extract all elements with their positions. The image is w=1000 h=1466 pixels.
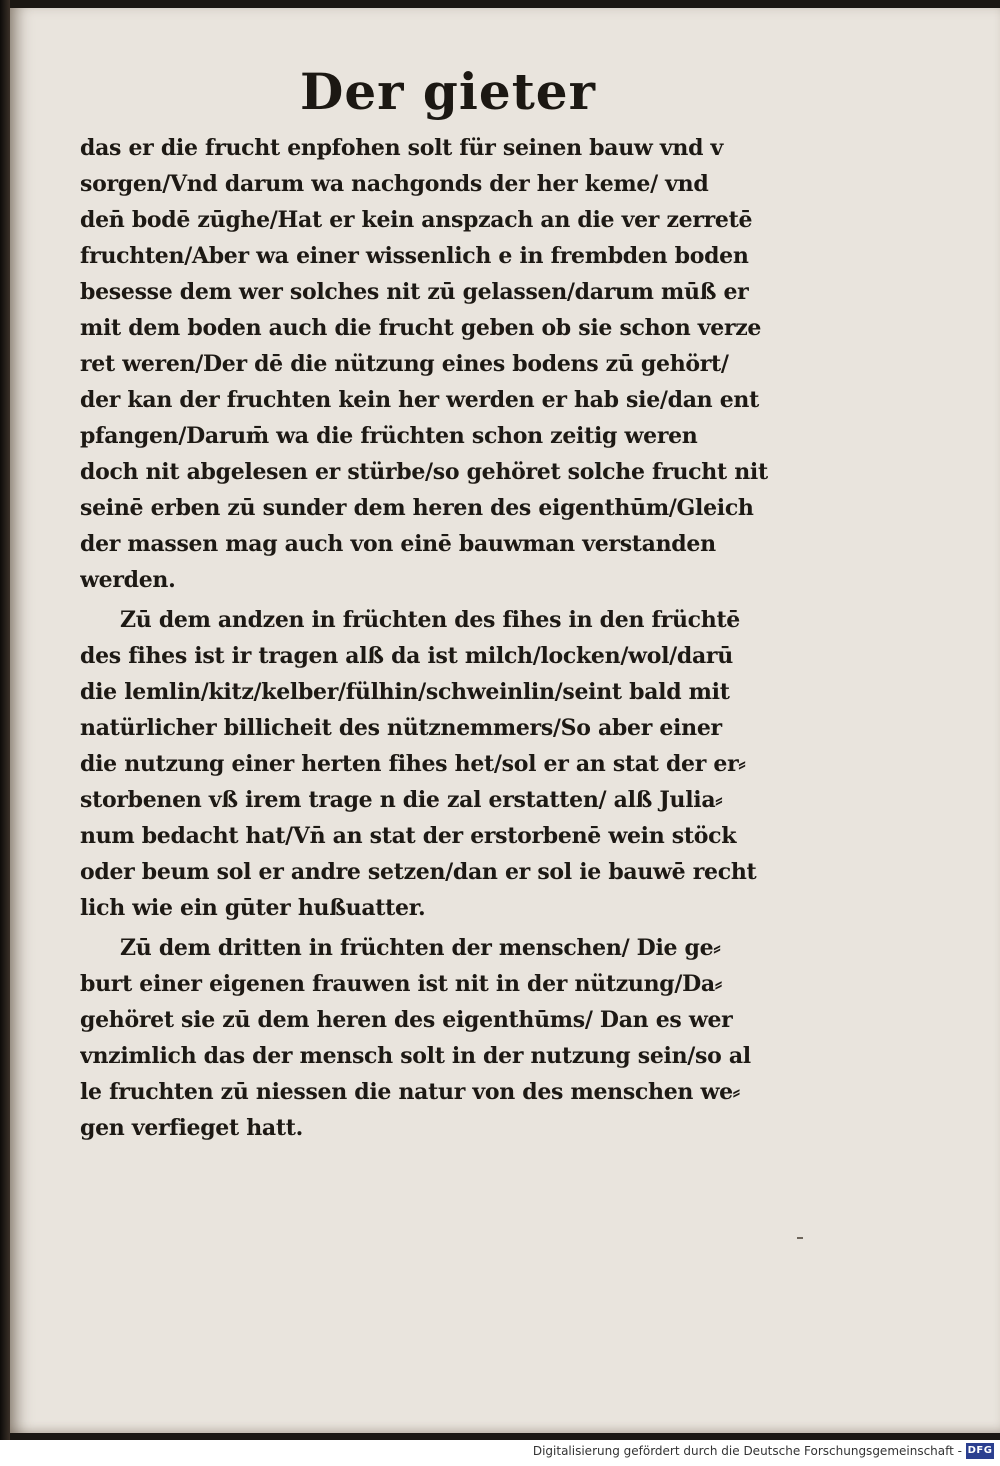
text-line: seinē erben zū sunder dem heren des eigenthūm/Gleich bbox=[80, 495, 754, 521]
page-speck bbox=[797, 1237, 803, 1239]
text-line: natürlicher billicheit des nütznemmers/So aber einer bbox=[80, 715, 722, 741]
body-text bbox=[80, 130, 810, 1146]
paragraph bbox=[80, 930, 810, 1146]
paragraph bbox=[80, 130, 810, 598]
text-line: pfangen/Darum̄ wa die früchten schon zeitig weren bbox=[80, 423, 698, 449]
text-line: Zū dem dritten in früchten der menschen/ Die ge⸗ bbox=[120, 935, 721, 961]
text-line: das er die frucht enpfohen solt für seinen bauw vnd v bbox=[80, 135, 724, 161]
text-line: gen verfieget hatt. bbox=[80, 1115, 303, 1141]
text-line: besesse dem wer solches nit zū gelassen/darum mūß er bbox=[80, 279, 749, 305]
text-line: Zū dem andzen in früchten des fihes in den früchtē bbox=[120, 607, 741, 633]
text-line: doch nit abgelesen er stürbe/so gehöret solche frucht nit bbox=[80, 459, 768, 485]
text-line: le fruchten zū niessen die natur von des menschen we⸗ bbox=[80, 1079, 740, 1105]
text-line: die nutzung einer herten fihes het/sol er an stat der er⸗ bbox=[80, 751, 746, 777]
text-line: storbenen vß irem trage n die zal erstatten/ alß Julia⸗ bbox=[80, 787, 723, 813]
text-line: der kan der fruchten kein her werden er hab sie/dan ent bbox=[80, 387, 759, 413]
text-line: die lemlin/kitz/kelber/fülhin/schweinlin/seint bald mit bbox=[80, 679, 730, 705]
text-line: num bedacht hat/Vn̄ an stat der erstorbenē wein stöck bbox=[80, 823, 737, 849]
text-line: des fihes ist ir tragen alß da ist milch/locken/wol/darū bbox=[80, 643, 733, 669]
text-line: burt einer eigenen frauwen ist nit in der nützung/Da⸗ bbox=[80, 971, 722, 997]
text-line: ret weren/Der dē die nützung eines bodens zū gehört/ bbox=[80, 351, 729, 377]
text-line: sorgen/Vnd darum wa nachgonds der her keme/ vnd bbox=[80, 171, 709, 197]
book-edge bbox=[0, 0, 10, 1440]
running-head: Der gieter bbox=[300, 62, 596, 121]
text-line: der massen mag auch von einē bauwman verstanden bbox=[80, 531, 716, 557]
text-line: gehöret sie zū dem heren des eigenthūms/ Dan es wer bbox=[80, 1007, 733, 1033]
text-line: den̄ bodē zūghe/Hat er kein anspzach an die ver zerretē bbox=[80, 207, 753, 233]
text-line: oder beum sol er andre setzen/dan er sol ie bauwē recht bbox=[80, 859, 757, 885]
dfg-logo[interactable]: DFG bbox=[966, 1443, 994, 1459]
paragraph bbox=[80, 602, 810, 926]
dfg-credit: Digitalisierung gefördert durch die Deutsche Forschungsgemeinschaft - bbox=[532, 1444, 962, 1458]
footer-bar bbox=[0, 1440, 1000, 1466]
text-line: fruchten/Aber wa einer wissenlich e in frembden boden bbox=[80, 243, 749, 269]
text-line: mit dem boden auch die frucht geben ob sie schon verze bbox=[80, 315, 762, 341]
text-line: werden. bbox=[80, 567, 176, 593]
text-line: lich wie ein gūter hußuatter. bbox=[80, 895, 426, 921]
text-line: vnzimlich das der mensch solt in der nutzung sein/so al bbox=[80, 1043, 751, 1069]
